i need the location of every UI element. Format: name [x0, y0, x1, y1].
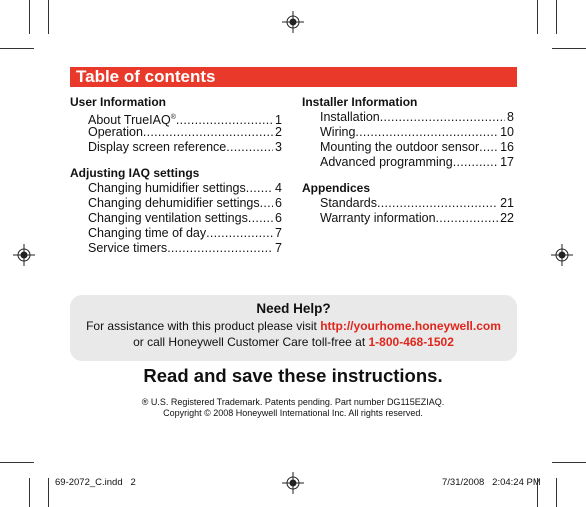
- toc-entry[interactable]: [70, 211, 282, 226]
- toc-title: Table of contents: [70, 67, 517, 87]
- leader-dots: [380, 110, 505, 125]
- entry-label: Operation: [88, 125, 143, 139]
- toc-entry[interactable]: [70, 196, 282, 211]
- leader-dots: [206, 226, 273, 241]
- entry-label: Changing dehumidifier settings: [88, 196, 260, 210]
- entry-label: Wiring: [320, 125, 356, 139]
- leader-dots: [355, 125, 498, 140]
- date-slug: 7/31/2008 2:04:24 PM: [442, 477, 541, 488]
- crop-mark: [556, 0, 557, 34]
- toc-entry[interactable]: [70, 140, 282, 155]
- crop-mark: [48, 478, 49, 507]
- registration-mark-icon: [282, 472, 304, 494]
- leader-dots: [260, 196, 273, 211]
- entry-page: 3: [275, 140, 282, 154]
- entry-label: Advanced programming: [320, 155, 453, 169]
- toc-entry[interactable]: [302, 140, 514, 155]
- copyright-notice: Copyright © 2008 Honeywell International Inc. All rights reserved.: [163, 408, 423, 418]
- entry-label: About TrueIAQ: [88, 113, 171, 128]
- toc-left-column: [70, 95, 282, 256]
- crop-mark: [552, 48, 586, 49]
- toc-entry[interactable]: [302, 155, 514, 170]
- crop-mark: [537, 0, 538, 34]
- toc-entry[interactable]: [70, 125, 282, 140]
- toc-right-column: [302, 95, 514, 226]
- entry-page: 7: [275, 241, 282, 255]
- section-title: Installer Information: [302, 95, 418, 109]
- entry-page: 7: [275, 226, 282, 240]
- help-title: Need Help?: [256, 301, 331, 316]
- leader-dots: [436, 211, 499, 226]
- trademark-notice: ® U.S. Registered Trademark. Patents pending. Part number DG115EZIAQ.: [141, 397, 445, 407]
- crop-mark: [552, 462, 586, 463]
- entry-page: 1: [275, 113, 282, 128]
- toc-entry[interactable]: [302, 110, 514, 125]
- read-save-heading: Read and save these instructions.: [143, 365, 443, 386]
- help-line-1: [70, 318, 517, 334]
- entry-label: Changing humidifier settings: [88, 181, 246, 195]
- help-text: or call Honeywell Customer Care toll-free at: [133, 335, 369, 349]
- section-title: Appendices: [302, 181, 371, 195]
- entry-page: 6: [275, 211, 282, 225]
- crop-mark: [0, 48, 34, 49]
- section-title: User Information: [70, 95, 167, 109]
- help-line-2: [70, 334, 517, 350]
- entry-page: 17: [500, 155, 514, 169]
- entry-label: Changing ventilation settings: [88, 211, 248, 225]
- toc-entry[interactable]: [70, 226, 282, 241]
- leader-dots: [453, 155, 498, 170]
- leader-dots: [479, 140, 498, 155]
- leader-dots: [167, 241, 273, 256]
- crop-mark: [48, 0, 49, 34]
- entry-label: Warranty information: [320, 211, 436, 225]
- leader-dots: [377, 196, 498, 211]
- toc-entry[interactable]: [302, 125, 514, 140]
- registration-mark-icon: [551, 244, 573, 266]
- entry-page: 4: [275, 181, 282, 195]
- toc-entry[interactable]: [70, 241, 282, 256]
- toc-entry[interactable]: [70, 181, 282, 196]
- entry-label: Installation: [320, 110, 380, 124]
- help-box: [70, 295, 517, 361]
- help-text: For assistance with this product please visit: [86, 319, 321, 333]
- crop-mark: [29, 0, 30, 34]
- entry-label: Mounting the outdoor sensor: [320, 140, 480, 154]
- entry-label: Display screen reference: [88, 140, 227, 154]
- leader-dots: [246, 181, 273, 196]
- section-title: Adjusting IAQ settings: [70, 166, 200, 180]
- support-link[interactable]: http://yourhome.honeywell.com: [320, 319, 501, 333]
- entry-label: Standards: [320, 196, 377, 210]
- entry-page: 6: [275, 196, 282, 210]
- entry-label: Service timers: [88, 241, 168, 255]
- toc-entry[interactable]: [302, 211, 514, 226]
- entry-page: 2: [275, 125, 282, 139]
- toc-entry[interactable]: [70, 110, 282, 128]
- entry-page: 21: [500, 196, 514, 210]
- leader-dots: [226, 140, 273, 155]
- entry-page: 22: [500, 211, 514, 225]
- toc-entry[interactable]: [302, 196, 514, 211]
- registration-mark-icon: [282, 11, 304, 33]
- entry-page: 8: [507, 110, 514, 124]
- crop-mark: [556, 478, 557, 507]
- support-phone[interactable]: 1-800-468-1502: [368, 335, 454, 349]
- crop-mark: [0, 462, 34, 463]
- registration-mark-icon: [13, 244, 35, 266]
- leader-dots: [143, 125, 273, 140]
- leader-dots: [248, 211, 273, 226]
- entry-label: Changing time of day: [88, 226, 207, 240]
- entry-page: 16: [500, 140, 514, 154]
- entry-page: 10: [500, 125, 514, 139]
- file-slug: 69-2072_C.indd 2: [55, 477, 136, 488]
- crop-mark: [29, 478, 30, 507]
- registered-mark: ®: [170, 114, 176, 121]
